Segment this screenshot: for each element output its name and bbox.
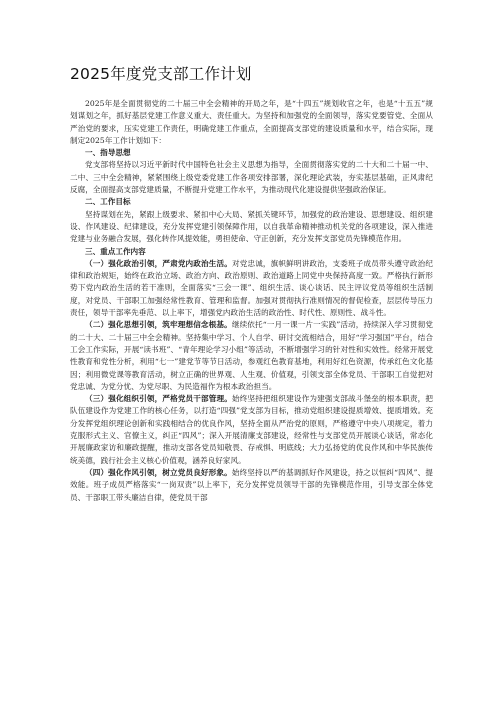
key-work-item-political [70,258,433,319]
intro-paragraph: 2025年是全面贯彻党的二十届三中全会精神的开局之年，是“十四五”规划收官之年，也是“十五五”规划谋划之年，抓好基层党建工作意义重大、责任重大。为坚持和加强党的全面领导，落实党要管党、全面从严治党的要求，压实党建工作责任，明确党建工作重点，全面提高支部党的建设质量和水平，结合实际，现制定2025年工作计划如下： [70,99,433,145]
section-heading-guiding-ideology: 一、指导思想 [85,148,131,158]
item-text: 始终坚持以严的基调抓好作风建设，持之以恒纠“四风”、提效能。班子成员严格落实“一岗双责”以上率下，充分发挥党员领导干部的先锋模范作用，引导支部全体党员、干部职工带头廉洁自律，使党员干部 [70,467,433,502]
item-text: 继续依托“一月一课一片一实践”活动，持续深入学习贯彻党的二十大、二十届三中全会精神。坚持集中学习、个人自学、研讨交流相结合，用好“学习强国”平台，结合工会工作实际，开展“读书班”、“青年理论学习小组”等活动，不断增强学习的针对性和实效性。经常开展党性教育和党性分析，利用“七一”建党节等节日活动，参观红色教育基地，利用好红色资源，传承红色文化基因；利用微党课等教育活动，树立正确的世界观、人生观、价值观，引领支部全体党员、干部职工自觉把对党忠诚、为党分忧、为党尽职、为民造福作为根本政治担当。 [70,320,433,391]
section-text-guiding-ideology: 党支部将坚持以习近平新时代中国特色社会主义思想为指导，全面贯彻落实党的二十大和二十届一中、二中、三中全会精神，紧紧围绕上级党委党建工作各项安排部署，深化理论武装，夯实基层基础，正风肃纪反腐，全面提高支部党建质量，不断提升党建工作水平，为推动现代化建设提供坚强政治保证。 [70,160,433,195]
section-heading-key-work: 三、重点工作内容 [85,246,146,256]
section-heading-work-goals: 二、工作目标 [85,197,131,207]
document-title: 2025年度党支部工作计划 [70,65,252,83]
key-work-item-style [70,467,433,504]
item-lead: （三）强化组织引领，严格党员干部管理。 [85,394,232,404]
item-lead: （四）强化作风引领，树立党员良好形象。 [85,467,232,477]
document-page [70,62,433,504]
item-text: 始终坚持把组织建设作为建强支部战斗堡垒的根本职责，把队伍建设作为党建工作的核心任务，以打造“四强”党支部为目标，推动党组织建设提质增效、提质增效。充分发挥党组织理论创新和实践相结合的优良作风，坚持全面从严治党的原则，严格遵守中央八项规定，着力克服形式主义、官僚主义，纠正“四风”；深入开展清廉支部建设，经常性与支部党员开展谈心谈话，常态化开展廉政家访和廉政提醒，推动支部各党员知敬畏、存戒惧、明底线；大力弘扬党的优良作风和中华民族传统美德，践行社会主义核心价值观，涵养良好家风。 [70,394,434,465]
item-lead: （一）强化政治引领，严肃党内政治生活。 [85,258,232,268]
item-lead: （二）强化思想引领，筑牢理想信念根基。 [85,320,232,330]
key-work-item-organizational [70,393,433,467]
section-text-work-goals: 坚持谋划在先，紧跟上级要求、紧扣中心大局、紧抓关键环节，加强党的政治建设、思想建设、组织建设、作风建设、纪律建设，充分发挥党建引领保障作用，以自我革命精神推动机关党的各项建设，深入推进党建与业务融合发展，强化转作风提效能，勇担使命、守正创新，充分发挥支部党员先锋模范作用。 [70,209,433,244]
item-text: 对党忠诚，旗帜鲜明讲政治，支委班子成员带头遵守政治纪律和政治规矩，始终在政治立场、政治方向、政治原则、政治道路上同党中央保持高度一致。严格执行新形势下党内政治生活的若干准则，全面落实“三会一课”、组织生活、谈心谈话、民主评议党员等组织生活制度，对党员、干部职工加强经常性教育、管理和监督。加强对贯彻执行准则情况的督促检查，层层传导压力责任，领导干部率先垂范、以上率下，增强党内政治生活的政治性、时代性、原则性、战斗性。 [70,258,434,318]
key-work-item-ideological [70,319,433,393]
